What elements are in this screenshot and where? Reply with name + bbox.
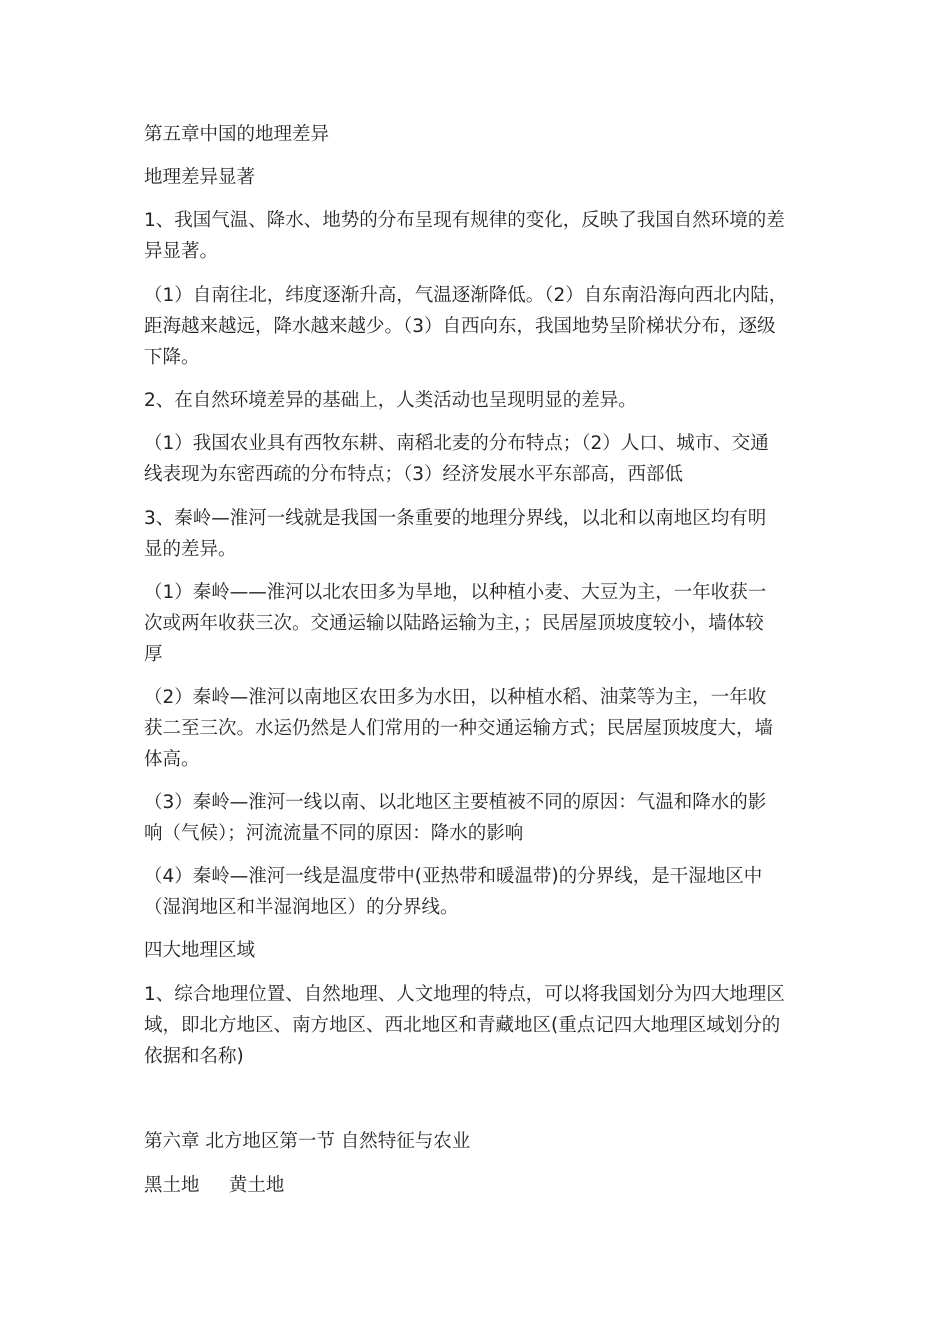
paragraph-line: 次或两年收获三次。交通运输以陆路运输为主，；民居屋顶坡度较小，墙体较 [144, 613, 764, 634]
paragraph-line: 获二至三次。水运仍然是人们常用的一种交通运输方式；民居屋顶坡度大，墙 [144, 718, 774, 739]
paragraph-line: （湿润地区和半湿润地区）的分界线。 [144, 897, 459, 918]
paragraph-line: 厚 [144, 644, 163, 665]
section-heading: 四大地理区域 [144, 940, 256, 961]
paragraph-line: （2）秦岭—淮河以南地区农田多为水田，以种植水稻、油菜等为主，一年收 [144, 687, 767, 708]
paragraph-line: 1、我国气温、降水、地势的分布呈现有规律的变化，反映了我国自然环境的差 [144, 210, 785, 231]
paragraph-line: 响（气候）；河流流量不同的原因：降水的影响 [144, 823, 524, 844]
paragraph-line: （3）秦岭—淮河一线以南、以北地区主要植被不同的原因：气温和降水的影 [144, 792, 767, 813]
paragraph-line: 3、秦岭—淮河一线就是我国一条重要的地理分界线，以北和以南地区均有明 [144, 508, 767, 529]
paragraph-line: （4）秦岭—淮河一线是温度带中(亚热带和暖温带)的分界线，是干湿地区中 [144, 866, 763, 887]
section-heading: 黑土地 黄土地 [144, 1175, 285, 1196]
paragraph-line: 域，即北方地区、南方地区、西北地区和青藏地区(重点记四大地理区域划分的 [144, 1015, 781, 1036]
chapter-6-title: 第六章 北方地区第一节 自然特征与农业 [144, 1131, 471, 1152]
paragraph-line: （1）秦岭——淮河以北农田多为旱地，以种植小麦、大豆为主，一年收获一 [144, 582, 767, 603]
paragraph-line: （1）自南往北，纬度逐渐升高，气温逐渐降低。（2）自东南沿海向西北内陆， [144, 285, 788, 306]
paragraph-line: （1）我国农业具有西牧东耕、南稻北麦的分布特点；（2）人口、城市、交通 [144, 433, 769, 454]
paragraph-line: 2、在自然环境差异的基础上，人类活动也呈现明显的差异。 [144, 390, 637, 411]
document-page [144, 0, 816, 1344]
paragraph-line: 体高。 [144, 749, 200, 770]
paragraph-line: 显的差异。 [144, 539, 237, 560]
section-heading: 地理差异显著 [144, 167, 256, 188]
paragraph-line: 依据和名称) [144, 1046, 244, 1067]
paragraph-line: 下降。 [144, 347, 200, 368]
paragraph-line: 1、综合地理位置、自然地理、人文地理的特点，可以将我国划分为四大地理区 [144, 984, 785, 1005]
paragraph-line: 距海越来越远，降水越来越少。（3）自西向东，我国地势呈阶梯状分布，逐级 [144, 316, 776, 337]
paragraph-line: 线表现为东密西疏的分布特点；（3）经济发展水平东部高，西部低 [144, 464, 684, 485]
paragraph-line: 异显著。 [144, 241, 219, 262]
chapter-5-title: 第五章中国的地理差异 [144, 124, 330, 145]
